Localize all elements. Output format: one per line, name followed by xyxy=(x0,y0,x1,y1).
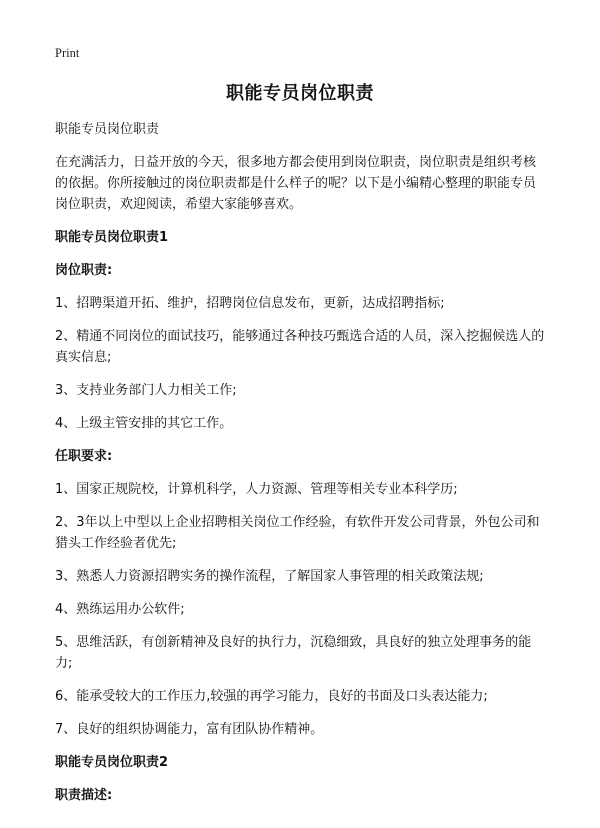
document-subtitle: 职能专员岗位职责 xyxy=(55,122,160,137)
intro-paragraph: 在充满活力，日益开放的今天，很多地方都会使用到岗位职责，岗位职责是组织考核的依据。你所接触过的岗位职责都是什么样子的呢？以下是小编精心整理的职能专员岗位职责，欢迎阅读，希望大家能够喜欢。 xyxy=(55,155,537,212)
requirement-item: 4、熟练运用办公软件; xyxy=(55,602,185,617)
requirement-item: 3、熟悉人力资源招聘实务的操作流程，了解国家人事管理的相关政策法规; xyxy=(55,569,484,584)
requirement-item: 7、良好的组织协调能力，富有团队协作精神。 xyxy=(55,722,324,737)
page-title: 职能专员岗位职责 xyxy=(226,83,374,104)
requirement-item: 2、3年以上中型以上企业招聘相关岗位工作经验，有软件开发公司背景，外包公司和猎头工作经验者优先; xyxy=(55,515,540,551)
section-heading-1: 职能专员岗位职责1 xyxy=(55,230,169,245)
requirement-item: 1、国家正规院校，计算机科学，人力资源、管理等相关专业本科学历; xyxy=(55,482,458,497)
duty-item: 3、支持业务部门人力相关工作; xyxy=(55,383,237,398)
duty-item: 4、上级主管安排的其它工作。 xyxy=(55,416,233,431)
print-link[interactable]: Print xyxy=(55,46,80,60)
duty-item: 2、精通不同岗位的面试技巧，能够通过各种技巧甄选合适的人员，深入挖掘候选人的真实信息; xyxy=(55,329,545,365)
section-heading-2: 职能专员岗位职责2 xyxy=(55,755,169,770)
requirements-heading: 任职要求: xyxy=(55,449,113,464)
requirement-item: 5、思维活跃，有创新精神及良好的执行力，沉稳细致，具良好的独立处理事务的能力; xyxy=(55,635,532,671)
requirement-item: 6、能承受较大的工作压力,较强的再学习能力，良好的书面及口头表达能力; xyxy=(55,689,488,704)
document-content xyxy=(55,119,547,818)
duties-heading: 岗位职责: xyxy=(55,263,113,278)
description-heading: 职责描述: xyxy=(55,788,113,803)
duty-item: 1、招聘渠道开拓、维护，招聘岗位信息发布，更新，达成招聘指标; xyxy=(55,296,445,311)
